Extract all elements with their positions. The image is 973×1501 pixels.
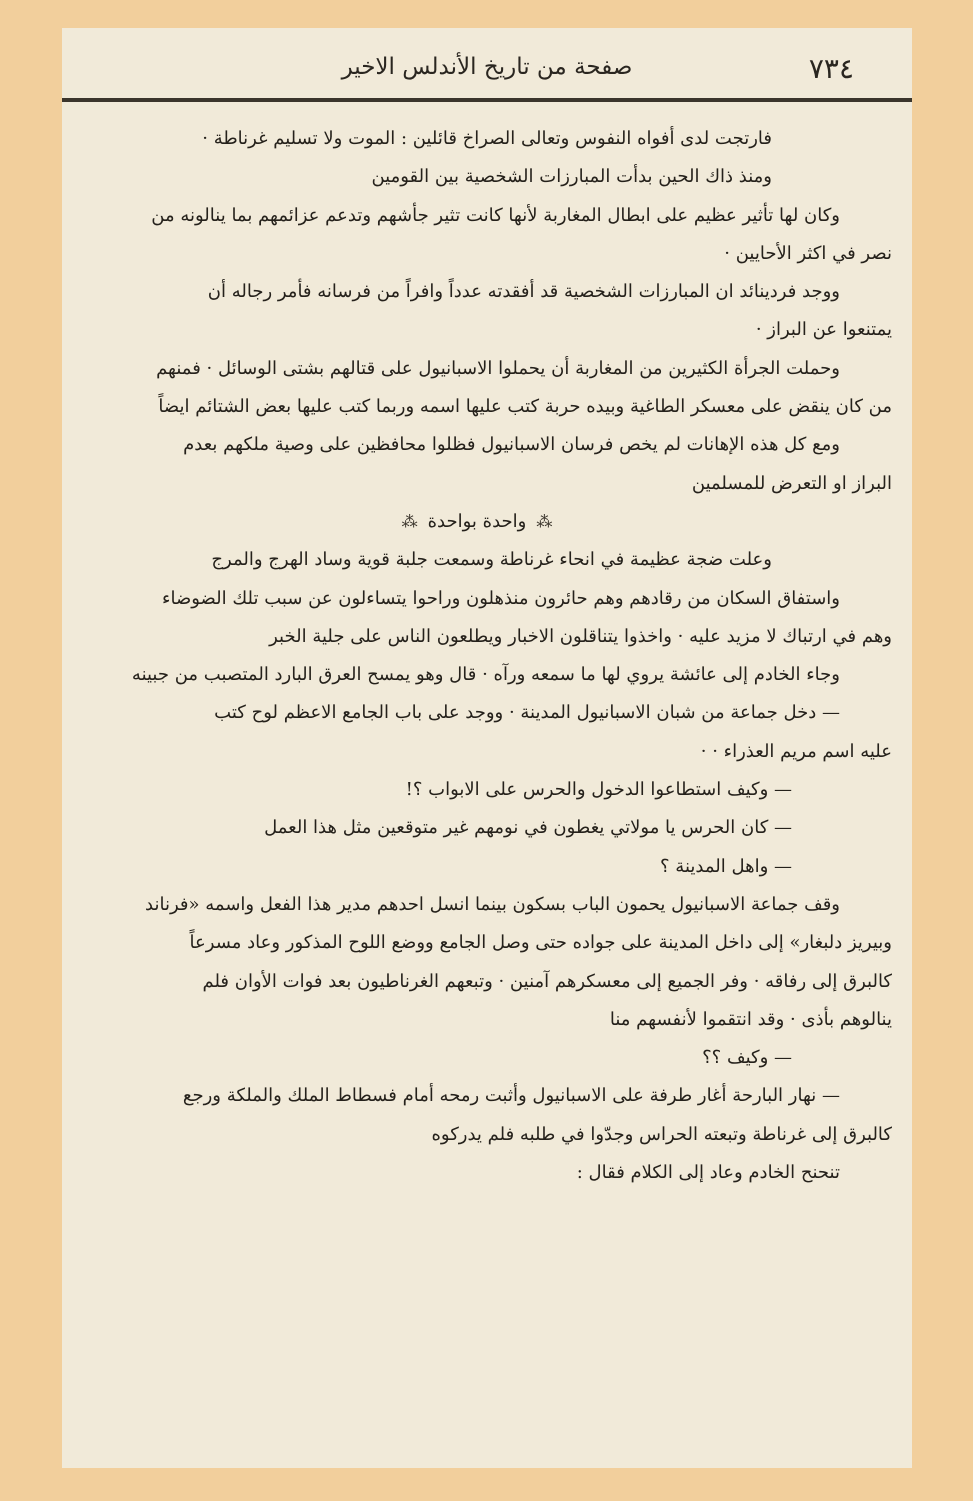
text-line: — وكيف استطاعوا الدخول والحرس على الابواب ؟! [405,779,792,801]
header-rule [62,98,912,102]
text-line: من كان ينقض على معسكر الطاغية وبيده حربة كتب عليها اسمه وربما كتب عليها بعض الشتائم ايضاً [158,396,892,418]
text-line: عليه اسم مريم العذراء · · [700,740,892,762]
text-line: ومنذ ذاك الحين بدأت المبارزات الشخصية بين القومين [371,166,772,188]
ornament-icon: ⁂ [401,511,418,531]
section-heading [62,503,892,541]
text-line: البراز او التعرض للمسلمين [691,472,892,494]
page-number: ٧٣٤ [808,52,854,85]
text-line: وكان لها تأثير عظيم على ابطال المغاربة لأنها كانت تثير جأشهم وتدعم عزائمهم بما ينالونه من [151,204,840,226]
running-title: صفحة من تاريخ الأندلس الاخير [341,54,633,80]
text-line: كالبرق إلى رفاقه · وفر الجميع إلى معسكرهم آمنين · وتبعهم الغرناطيون بعد فوات الأوان فلم [202,970,892,992]
text-line: تنحنح الخادم وعاد إلى الكلام فقال : [576,1162,840,1184]
text-line: — نهار البارحة أغار طرفة على الاسبانيول وأثبت رمحه أمام فسطاط الملك والملكة ورجع [182,1085,840,1107]
text-line: — كان الحرس يا مولاتي يغطون في نومهم غير متوقعين مثل هذا العمل [264,817,792,839]
text-line: نصر في اكثر الأحايين · [724,242,892,264]
text-line: وحملت الجرأة الكثيرين من المغاربة أن يحملوا الاسبانيول على قتالهم بشتى الوسائل · فمنهم [156,357,840,379]
ornament-icon: ⁂ [536,511,553,531]
text-line: ووجد فردينائد ان المبارزات الشخصية قد أفقدته عدداً وافراً من فرسانه فأمر رجاله أن [207,281,840,303]
page-body [62,120,892,1192]
text-line: واستفاق السكان من رقادهم وهم حائرون منذهلون وراحوا يتساءلون عن سبب تلك الضوضاء [162,587,840,609]
text-line: — دخل جماعة من شبان الاسبانيول المدينة · ووجد على باب الجامع الاعظم لوح كتب [214,702,840,724]
text-line: وبيريز دلبغار» إلى داخل المدينة على جواده حتى وصل الجامع ووضع اللوح المذكور وعاد مسرعاً [189,932,892,954]
text-line: كالبرق إلى غرناطة وتبعته الحراس وجدّوا في طلبه فلم يدركوه [431,1123,892,1145]
text-line: ومع كل هذه الإهانات لم يخص فرسان الاسبانيول فظلوا محافظين على وصية ملكهم بعدم [183,434,840,456]
text-line: فارتجت لدى أفواه النفوس وتعالى الصراخ قائلين : الموت ولا تسليم غرناطة · [202,128,772,149]
text-line: وجاء الخادم إلى عائشة يروي لها ما سمعه ورآه · قال وهو يمسح العرق البارد المتصبب من جبينه [131,664,840,686]
text-line: ينالوهم بأذى · وقد انتقموا لأنفسهم منا [609,1008,892,1030]
text-line: يمتنعوا عن البراز · [755,319,892,341]
text-line: وهم في ارتباك لا مزيد عليه · واخذوا يتناقلون الاخبار ويطلعون الناس على جلية الخبر [269,625,892,647]
section-heading-text: واحدة بواحدة [427,510,527,532]
text-line: — وكيف ؟؟ [702,1047,792,1069]
book-page [62,28,912,1468]
text-line: وعلت ضجة عظيمة في انحاء غرناطة وسمعت جلبة قوية وساد الهرج والمرج [211,549,772,571]
page-header [62,28,912,98]
text-line: — واهل المدينة ؟ [660,855,792,877]
text-line: وقف جماعة الاسبانيول يحمون الباب بسكون بينما انسل احدهم مدير هذا الفعل واسمه «فرناند [145,893,840,915]
